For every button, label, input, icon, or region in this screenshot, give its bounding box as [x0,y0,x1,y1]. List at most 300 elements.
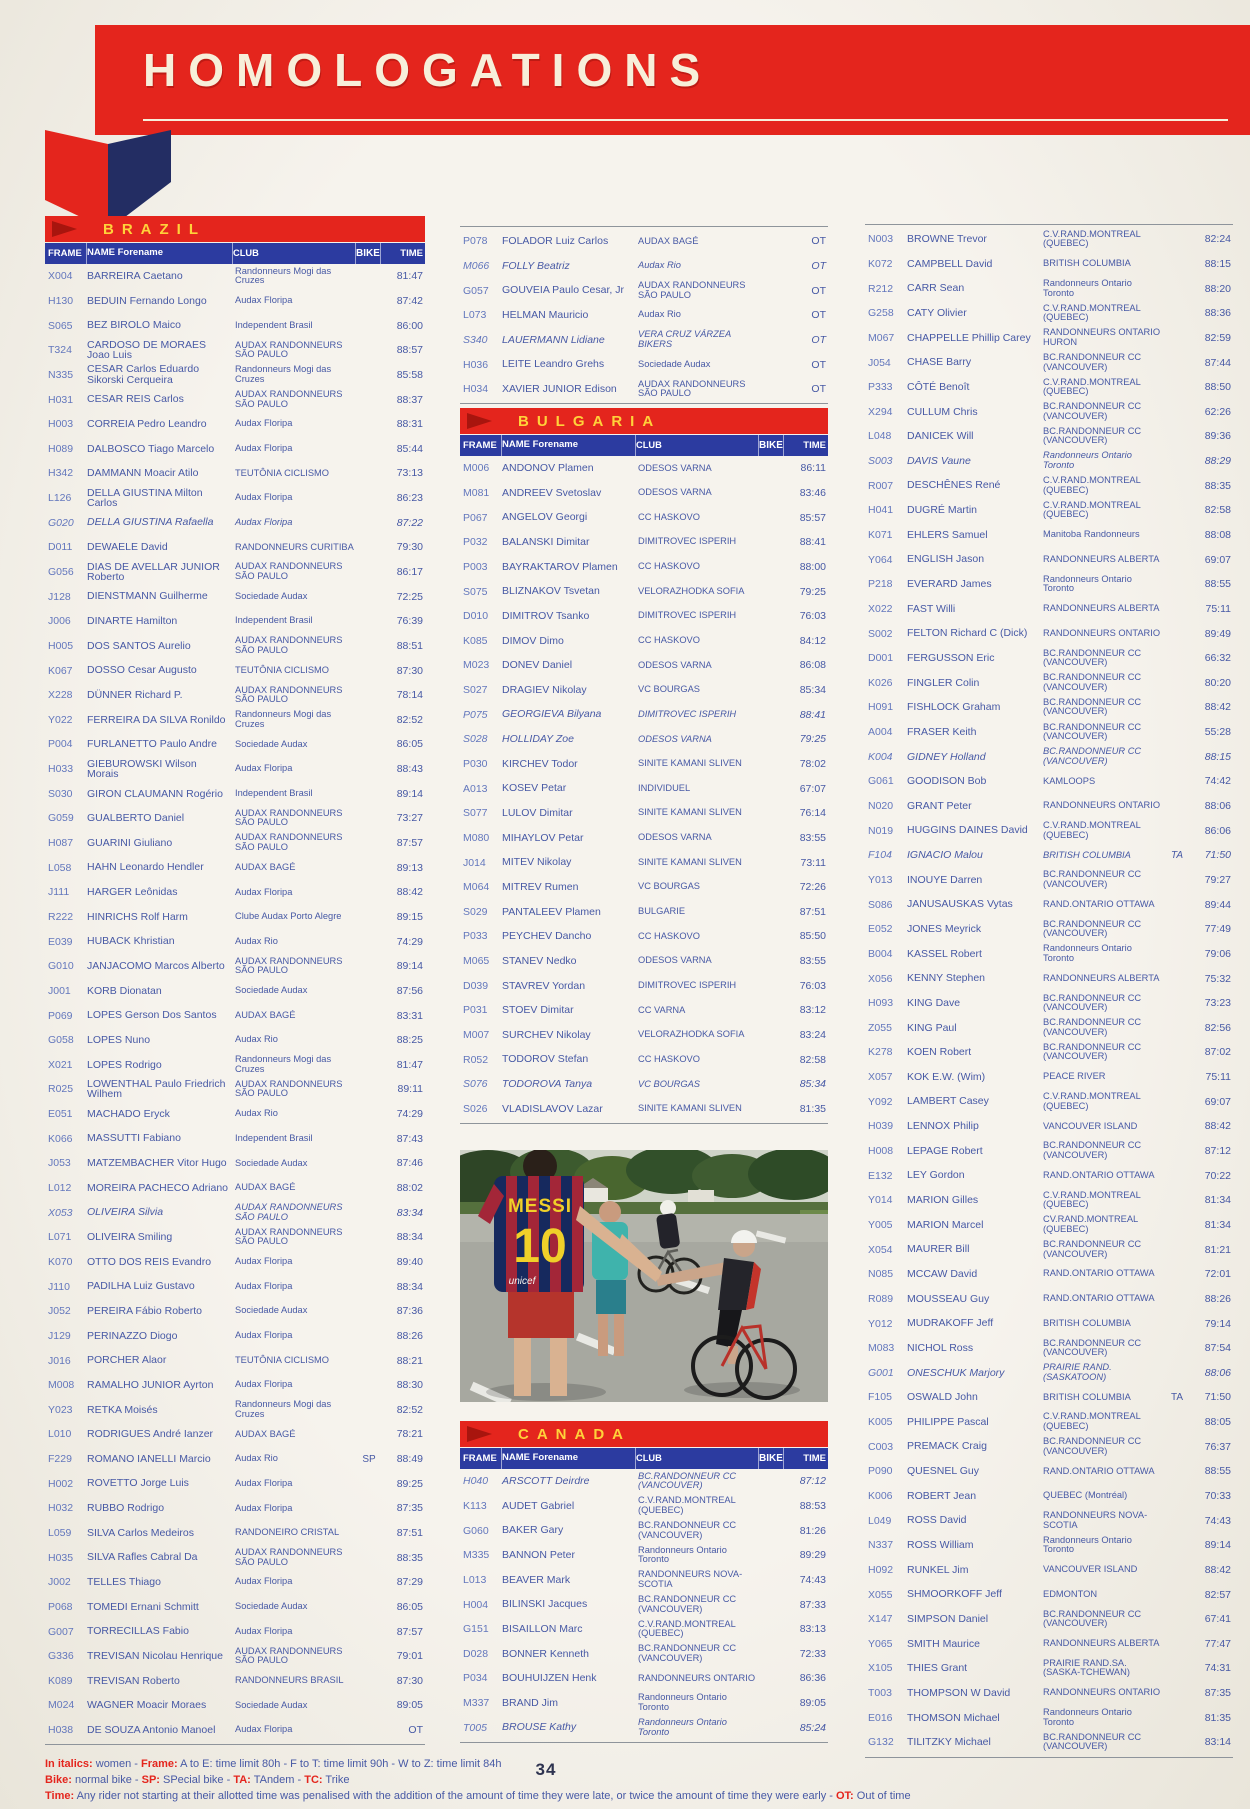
table-row [45,1496,425,1521]
time-cell: 86:17 [396,566,423,578]
name-cell: KENNY Stephen [907,972,986,985]
club-cell: Randonneurs Ontario Toronto [1043,573,1132,594]
name-cell: DIMOV Dimo [502,634,564,647]
time-cell: 88:06 [1204,800,1231,813]
frame-cell: X105 [868,1662,893,1675]
name-cell: ANGELOV Georgi [502,511,588,524]
section-canada [460,1421,828,1743]
time-cell: 88:35 [1204,479,1231,492]
frame-cell: H008 [868,1145,894,1158]
table-row [45,855,425,880]
name-cell: FELTON Richard C (Dick) [907,627,1028,640]
frame-cell: J129 [48,1329,71,1342]
frame-cell: A013 [463,782,488,795]
club-cell: BC.RANDONNEUR CC (VANCOUVER) [1043,721,1142,742]
time-cell: 81:47 [396,1058,423,1071]
name-cell: ROBERT Jean [907,1489,977,1502]
time-cell: 66:32 [1204,652,1231,665]
frame-cell: F104 [868,849,892,862]
time-cell: 80:20 [1204,676,1231,689]
club-cell: RANDONNEURS ALBERTA [1043,603,1160,614]
club-cell: C.V.RAND.MONTREAL (QUEBEC) [1043,475,1141,495]
time-cell: 89:29 [799,1549,826,1562]
club-cell: BC.RANDONNEUR CC (VANCOUVER) [1043,746,1142,766]
name-cell: TREVISAN Roberto [87,1674,180,1687]
club-cell: DIMITROVEC ISPERIH [638,610,737,621]
table-row [460,1641,828,1666]
club-cell: RAND.ONTARIO OTTAWA [1043,1268,1155,1279]
club-cell: Randonneurs Mogi das Cruzes [235,1399,332,1419]
name-cell: STAVREV Yordan [502,979,586,992]
frame-cell: L073 [463,309,487,322]
table-row [460,352,828,377]
frame-cell: H041 [868,504,894,517]
frame-cell: L048 [868,430,892,443]
frame-cell: Y005 [868,1218,893,1231]
time-cell: 88:26 [1204,1292,1231,1305]
club-cell: Randonneurs Ontario Toronto [638,1544,727,1565]
time-cell: 88:21 [396,1354,423,1367]
name-cell: FERREIRA DA SILVA Ronildo [87,713,226,726]
table-row [45,1545,425,1570]
table-row [45,1003,425,1028]
frame-cell: L049 [868,1514,892,1527]
page-header-band [95,25,1250,135]
club-cell: BC.RANDONNEUR CC (VANCOUVER) [638,1520,737,1540]
name-cell: TORRECILLAS Fabio [87,1625,189,1638]
frame-cell: S029 [463,905,488,918]
frame-cell: H342 [48,467,74,480]
table-row [460,278,828,303]
club-cell: Audax Floripa [235,418,293,429]
club-cell: AUDAX RANDONNEURS SÃO PAULO [235,832,343,853]
time-cell: 87:57 [396,837,423,850]
name-cell: HARGER Leônidas [87,886,178,899]
table-row [865,1188,1233,1213]
name-cell: PEYCHEV Dancho [502,930,592,943]
frame-cell: M081 [463,486,490,499]
name-cell: JANUSAUSKAS Vytas [907,898,1013,911]
name-cell: IGNACIO Malou [907,849,983,862]
time-cell: 88:41 [799,708,826,721]
name-cell: FINGLER Colin [907,676,980,689]
table-row [865,1287,1233,1312]
table-row [865,547,1233,572]
photo-cyclists-highfive [460,1150,828,1402]
club-cell: QUEBEC (Montréal) [1043,1490,1128,1501]
name-cell: DIENSTMANN Guilherme [87,590,208,603]
frame-cell: K005 [868,1416,893,1429]
club-cell: C.V.RAND.MONTREAL (QUEBEC) [1043,376,1141,397]
frame-cell: S003 [868,455,893,468]
table-row [865,1065,1233,1090]
name-cell: MARION Marcel [907,1218,984,1231]
time-cell: 79:25 [799,733,826,746]
table-row [865,252,1233,277]
name-cell: TILITZKY Michael [907,1736,991,1749]
name-cell: ROMANO IANELLI Marcio [87,1452,211,1465]
results-table-bulgaria [460,456,828,1124]
time-cell: 83:13 [799,1623,826,1636]
name-cell: ANDONOV Plamen [502,462,594,475]
table-row [460,1666,828,1691]
table-row [45,387,425,412]
club-cell: BC.RANDONNEUR CC (VANCOUVER) [1043,672,1142,692]
name-cell: WAGNER Moacir Moraes [87,1699,207,1712]
club-cell: AUDAX BAGÉ [235,1182,296,1193]
table-row [865,818,1233,843]
club-cell: Randonneurs Ontario Toronto [1043,1534,1132,1555]
name-cell: OSWALD John [907,1391,978,1404]
table-row [45,708,425,733]
table-row [865,1656,1233,1681]
column-header-name: NAME Forename [87,243,233,264]
name-cell: JONES Meyrick [907,923,982,935]
frame-cell: P032 [463,536,488,549]
legend-line-frame [45,1758,1225,1774]
table-row [865,892,1233,917]
name-cell: PERINAZZO Diogo [87,1329,178,1342]
club-cell: BC.RANDONNEUR CC (VANCOUVER) [1043,1337,1142,1358]
frame-cell: X004 [48,270,73,283]
frame-cell: K072 [868,257,893,270]
time-cell: 89:15 [396,910,423,923]
club-cell: C.V.RAND.MONTREAL (QUEBEC) [1043,228,1141,249]
name-cell: SURCHEV Nikolay [502,1028,591,1041]
frame-cell: K067 [48,664,73,677]
table-row [865,1459,1233,1484]
time-cell: 73:11 [800,856,826,869]
table-row [460,875,828,900]
name-cell: MARION Gilles [907,1194,979,1207]
bike-cell: SP [362,1453,376,1465]
club-cell: ODESOS VARNA [638,832,712,843]
time-cell: 85:57 [799,511,826,524]
time-cell: 83:34 [396,1206,423,1219]
table-row [865,1484,1233,1509]
time-cell: 76:14 [799,807,826,820]
table-row [865,1114,1233,1139]
name-cell: EHLERS Samuel [907,528,988,541]
frame-cell: T005 [463,1721,487,1734]
name-cell: SILVA Rafles Cabral Da [87,1551,198,1564]
name-cell: GRANT Peter [907,799,972,812]
table-row [865,1533,1233,1558]
name-cell: FERGUSSON Eric [907,651,995,664]
table-row [45,1225,425,1250]
table-row [45,1299,425,1324]
frame-cell: G061 [868,775,894,788]
club-cell: RANDONNEURS ALBERTA [1043,972,1160,983]
table-row [45,412,425,437]
club-cell: BC.RANDONNEUR CC (VANCOUVER) [1043,1731,1142,1752]
club-cell: VELORAZHODKA SOFIA [638,585,745,596]
table-row [45,1397,425,1422]
name-cell: CATY Olivier [907,306,967,319]
club-cell: VERA CRUZ VÁRZEA BIKERS [638,329,731,349]
frame-cell: J053 [48,1157,71,1170]
club-cell: Independent Brasil [235,319,313,330]
frame-cell: E052 [868,923,893,936]
club-cell: Clube Audax Porto Alegre [235,911,342,922]
frame-cell: T324 [48,344,72,357]
club-cell: BULGARIE [638,906,686,917]
frame-cell: P033 [463,930,488,943]
club-cell: RAND.ONTARIO OTTAWA [1043,1465,1155,1476]
name-cell: BEDUIN Fernando Longo [87,294,207,307]
name-cell: KORB Dionatan [87,984,162,997]
club-cell: C.V.RAND.MONTREAL (QUEBEC) [638,1495,736,1515]
name-cell: DEWAELE David [87,541,168,554]
footer-text-segment: Trike [322,1774,350,1786]
time-cell: 89:05 [799,1697,826,1710]
time-cell: 89:14 [1204,1539,1231,1552]
name-cell: DOS SANTOS Aurelio [87,639,191,652]
section-bulgaria [460,408,828,1124]
frame-cell: H089 [48,442,74,455]
table-row [865,523,1233,548]
frame-cell: K066 [48,1132,73,1145]
name-cell: TODOROV Stefan [502,1053,589,1066]
time-cell: 85:34 [799,1078,826,1091]
table-row [460,1072,828,1097]
time-cell: 74:43 [799,1573,826,1586]
name-cell: BONNER Kenneth [502,1647,589,1660]
club-cell: Randonneurs Ontario Toronto [1043,450,1132,471]
time-cell: 82:52 [396,713,423,726]
frame-cell: E016 [868,1711,893,1724]
table-header-row [460,435,828,456]
name-cell: BRAND Jim [502,1696,559,1709]
table-row [45,1595,425,1620]
club-cell: RANDONNEURS ONTARIO [1043,800,1161,811]
club-cell: BC.RANDONNEUR CC (VANCOUVER) [1043,401,1142,421]
table-row [45,1447,425,1472]
time-cell: 86:00 [396,319,423,332]
club-cell: Audax Floripa [235,763,293,774]
table-row [45,831,425,856]
country-title: CANADA [518,1425,631,1443]
club-cell: Sociedade Audax [235,985,308,996]
name-cell: HAHN Leonardo Hendler [87,861,204,874]
frame-cell: A004 [868,726,893,739]
name-cell: DIAS DE AVELLAR JUNIOR Roberto [87,560,220,583]
frame-cell: Z055 [868,1021,892,1034]
time-cell: 88:20 [1204,282,1231,295]
frame-cell: G060 [463,1524,489,1537]
club-cell: RANDONNEURS ALBERTA [1043,1638,1160,1649]
table-row [460,1568,828,1593]
frame-cell: M066 [463,259,490,272]
name-cell: KOEN Robert [907,1046,972,1059]
table-row [45,1102,425,1127]
club-cell: ODESOS VARNA [638,955,712,966]
time-cell: 89:14 [396,787,423,800]
club-cell: AUDAX RANDONNEURS SÃO PAULO [235,1645,343,1666]
frame-cell: R007 [868,479,894,492]
column-header-bike: BIKE [356,243,381,264]
name-cell: CULLUM Chris [907,405,978,418]
frame-cell: S026 [463,1102,488,1115]
frame-cell: K070 [48,1255,73,1268]
time-cell: OT [811,259,826,272]
section-canada-continued [865,224,1233,1758]
time-cell: 85:34 [799,684,826,697]
name-cell: ONESCHUK Marjory [907,1366,1005,1379]
table-row [45,781,425,806]
name-cell: BARREIRA Caetano [87,270,183,283]
bike-cell: TA [1170,1391,1184,1403]
column-header-club: CLUB [233,243,356,264]
time-cell: 69:07 [1204,1095,1231,1108]
table-row [865,572,1233,597]
frame-cell: X022 [868,602,893,615]
name-cell: GOODISON Bob [907,775,987,788]
time-cell: 89:40 [396,1255,423,1268]
table-row [45,634,425,659]
frame-cell: J016 [48,1354,71,1367]
name-cell: LENNOX Philip [907,1120,979,1133]
club-cell: ODESOS VARNA [638,462,712,473]
time-cell: 82:59 [1204,331,1231,344]
name-cell: HOLLIDAY Zoe [502,733,574,746]
frame-cell: H038 [48,1724,74,1737]
name-cell: KIRCHEV Todor [502,757,578,770]
table-row [45,1028,425,1053]
flag-pennant-icon [52,221,77,237]
frame-cell: S002 [868,627,893,640]
name-cell: KOK E.W. (Wim) [907,1070,986,1083]
club-cell: BC.RANDONNEUR CC (VANCOUVER) [1043,1140,1142,1161]
club-cell: Randonneurs Mogi das Cruzes [235,364,332,384]
name-cell: MAURER Bill [907,1243,970,1256]
time-cell: 88:55 [1204,578,1231,591]
legend-line-bike [45,1774,1225,1790]
time-cell: 87:36 [396,1305,423,1318]
time-cell: 88:00 [799,560,826,573]
frame-cell: P075 [463,708,488,721]
club-cell: RANDONNEURS ONTARIO HURON [1043,327,1161,347]
club-cell: BC.RANDONNEUR CC (VANCOUVER) [1043,696,1142,717]
frame-cell: Y065 [868,1637,893,1650]
column-header-frame: FRAME [460,435,502,456]
table-row [865,868,1233,893]
frame-cell: M024 [48,1699,75,1712]
club-cell: RAND.ONTARIO OTTAWA [1043,1169,1155,1180]
time-cell: 87:12 [799,1475,826,1488]
name-cell: TREVISAN Nicolau Henrique [87,1649,223,1662]
frame-cell: M023 [463,659,490,672]
name-cell: BISAILLON Marc [502,1622,583,1635]
table-row [460,1469,828,1494]
time-cell: 79:30 [396,541,423,554]
frame-cell: H036 [463,358,489,371]
frame-cell: G151 [463,1623,489,1636]
name-cell: JANJACOMO Marcos Alberto [87,960,225,972]
frame-cell: E051 [48,1108,73,1121]
time-cell: 81:26 [799,1524,826,1537]
time-cell: OT [811,309,826,322]
club-cell: INDIVIDUEL [638,782,691,793]
club-cell: RANDONNEURS NOVA-SCOTIA [638,1569,743,1589]
time-cell: 79:06 [1204,947,1231,960]
table-row [865,917,1233,942]
table-row [865,1410,1233,1435]
frame-cell: H093 [868,997,894,1010]
table-row [460,1691,828,1716]
time-cell: 74:29 [396,935,423,948]
club-cell: AUDAX RANDONNEURS SÃO PAULO [235,684,343,705]
time-cell: 72:33 [799,1647,826,1660]
table-row [45,1250,425,1275]
table-row [865,227,1233,252]
column-header-time: TIME [803,1453,826,1464]
time-cell: 75:32 [1204,972,1231,985]
table-row [460,900,828,925]
name-cell: KING Paul [907,1021,957,1034]
time-cell: 86:36 [799,1672,826,1685]
table-row [45,1077,425,1102]
time-cell: 81:35 [1204,1711,1231,1724]
name-cell: THOMPSON W David [907,1686,1011,1699]
name-cell: LAMBERT Casey [907,1095,989,1108]
frame-cell: H087 [48,837,74,850]
time-cell: 87:35 [396,1502,423,1515]
name-cell: RETKA Moisés [87,1403,158,1416]
table-row [45,1151,425,1176]
club-cell: AUDAX RANDONNEURS SÃO PAULO [235,388,343,409]
column-header-frame: FRAME [45,243,87,264]
page-title: HOMOLOGATIONS [143,44,713,96]
time-cell: 87:35 [1204,1687,1231,1700]
table-row [45,313,425,338]
club-cell: Sociedade Audax [235,1601,308,1612]
time-cell: 89:49 [1204,627,1231,640]
table-row [865,646,1233,671]
name-cell: DINARTE Hamilton [87,615,178,628]
column-header-frame: FRAME [460,1448,502,1469]
name-cell: PADILHA Luiz Gustavo [87,1280,195,1293]
time-cell: 89:14 [396,960,423,973]
club-cell: BC.RANDONNEUR CC (VANCOUVER) [1043,869,1142,889]
name-cell: OTTO DOS REIS Evandro [87,1255,212,1268]
club-cell: Sociedade Audax [235,1699,308,1710]
time-cell: 82:56 [1204,1021,1231,1034]
club-cell: RANDONNEURS ONTARIO [1043,1687,1161,1698]
club-cell: VC BOURGAS [638,684,700,695]
time-cell: 83:46 [799,486,826,499]
table-row [45,880,425,905]
table-row [45,905,425,930]
time-cell: 70:33 [1204,1489,1231,1502]
frame-cell: P034 [463,1672,488,1685]
name-cell: GUARINI Giuliano [87,836,173,849]
table-row [45,560,425,585]
time-cell: 88:29 [1204,455,1231,468]
name-cell: BAKER Gary [502,1524,564,1537]
time-cell: 62:26 [1204,405,1231,418]
name-cell: MITEV Nikolay [502,856,572,869]
club-cell: VC BOURGAS [638,881,700,892]
table-row [45,461,425,486]
club-cell: VANCOUVER ISLAND [1043,1120,1138,1131]
time-cell: 83:31 [396,1009,423,1022]
name-cell: RUNKEL Jim [907,1563,969,1576]
club-cell: SINITE KAMANI SLIVEN [638,856,742,867]
table-row [865,671,1233,696]
frame-cell: G056 [48,566,74,578]
legend-line-time [45,1790,1225,1806]
